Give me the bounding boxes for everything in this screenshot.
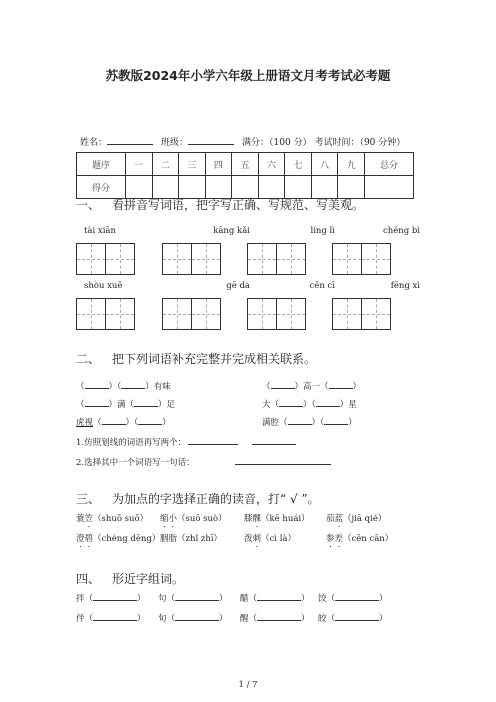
- writing-cell[interactable]: [77, 244, 105, 274]
- score-table-header: [77, 153, 414, 176]
- answer-blank[interactable]: [257, 592, 301, 601]
- fill-word-4: 大（ ）（ ）星: [262, 400, 357, 410]
- writing-cell[interactable]: [248, 244, 276, 274]
- section-2-heading: 二、 把下列词语补充完整并完成相关联系。: [76, 352, 317, 366]
- fill-word-1: （ ）（ ）有味: [76, 382, 171, 392]
- pinyin-label: gē da: [226, 281, 250, 291]
- answer-blank[interactable]: [335, 592, 379, 601]
- name-blank[interactable]: [107, 136, 153, 145]
- pinyin-label: tài xiān: [84, 226, 116, 236]
- writing-cell[interactable]: [361, 299, 390, 329]
- fill-word-5: 虎视（ ）（ ）: [76, 418, 171, 428]
- pinyin-label: cēn cī: [309, 281, 335, 291]
- pronunciation-item[interactable]: 缩小（suō suò）: [160, 514, 227, 524]
- writing-cell[interactable]: [191, 299, 220, 329]
- pronunciation-item[interactable]: 泼刺（cì là）: [244, 534, 296, 544]
- pronunciation-item[interactable]: 胭脂（zhǐ zhī）: [160, 534, 223, 544]
- writing-grid[interactable]: [332, 298, 391, 330]
- score-cell[interactable]: [365, 176, 414, 199]
- word-group-item: 拌（ ）: [76, 594, 146, 604]
- exam-title: 苏教版2024年小学六年级上册语文月考考试必考题: [105, 68, 391, 83]
- score-header-cell: 五: [232, 153, 259, 176]
- pronunciation-item[interactable]: 蓑笠（shuō suō）: [76, 514, 149, 524]
- score-table: [76, 152, 414, 199]
- class-blank[interactable]: [188, 136, 234, 145]
- writing-cell[interactable]: [163, 299, 191, 329]
- fill-word-3: （ ）满（ ）足: [76, 400, 176, 410]
- writing-cell[interactable]: [105, 244, 134, 274]
- word-group-item: 醋（ ）: [240, 594, 310, 604]
- score-header-cell: 二: [152, 153, 179, 176]
- pinyin-label: chéng bì: [382, 226, 420, 236]
- answer-blank[interactable]: [257, 612, 301, 621]
- pinyin-label: kāng kǎi: [213, 226, 250, 236]
- pinyin-label: shòu xuē: [84, 281, 123, 291]
- question-sentence: 2.选择其中一个词语写一句话：: [76, 456, 331, 468]
- answer-blank[interactable]: [93, 612, 137, 621]
- score-header-cell: 四: [205, 153, 232, 176]
- answer-blank[interactable]: [175, 592, 219, 601]
- score-header-cell: 三: [179, 153, 206, 176]
- writing-cell[interactable]: [361, 244, 390, 274]
- word-group-item: 饺（ ）: [318, 594, 388, 604]
- writing-cell[interactable]: [163, 244, 191, 274]
- score-row-label: 得分: [77, 176, 126, 199]
- page-number: 1 / 7: [238, 680, 258, 690]
- writing-grid[interactable]: [247, 243, 306, 275]
- score-header-cell: 题序: [77, 153, 126, 176]
- writing-cell[interactable]: [333, 244, 361, 274]
- writing-cell[interactable]: [191, 244, 220, 274]
- fill-word-2: （ ）高一（ ）: [262, 382, 362, 392]
- writing-cell[interactable]: [248, 299, 276, 329]
- pronunciation-item[interactable]: 茄蓝（jiā qié）: [326, 514, 387, 524]
- question-imitate: 1.仿照划线的词语再写两个：: [76, 436, 296, 448]
- writing-cell[interactable]: [77, 299, 105, 329]
- writing-grid[interactable]: [76, 298, 135, 330]
- word-group-item: 醒（ ）: [240, 614, 310, 624]
- pinyin-label: fēng xì: [390, 281, 420, 291]
- writing-cell[interactable]: [276, 299, 305, 329]
- writing-cell[interactable]: [105, 299, 134, 329]
- score-header-cell: 六: [258, 153, 285, 176]
- score-header-cell: 一: [126, 153, 153, 176]
- score-header-cell: 八: [311, 153, 338, 176]
- answer-blank[interactable]: [175, 612, 219, 621]
- answer-blank[interactable]: [335, 612, 379, 621]
- writing-grid[interactable]: [332, 243, 391, 275]
- pronunciation-item[interactable]: 参差（cēn cān）: [326, 534, 394, 544]
- writing-cell[interactable]: [276, 244, 305, 274]
- writing-grid[interactable]: [247, 298, 306, 330]
- pinyin-label: líng lì: [310, 226, 335, 236]
- word-group-item: 句（ ）: [158, 594, 228, 604]
- word-group-item: 旬（ ）: [158, 614, 228, 624]
- section-3-heading: 三、 为加点的字选择正确的读音，打“ √ ”。: [76, 492, 320, 506]
- score-header-cell: 总分: [365, 153, 414, 176]
- word-group-item: 伴（ ）: [76, 614, 146, 624]
- answer-blank[interactable]: [93, 592, 137, 601]
- pronunciation-item[interactable]: 膝髁（kē huái）: [244, 514, 310, 524]
- word-group-item: 皎（ ）: [318, 614, 388, 624]
- student-info: 姓名： 班级： 满分：（100 分） 考试时间：（90 分钟）: [80, 138, 406, 148]
- fill-word-6: 满腔（ ）（ ）: [262, 418, 357, 428]
- writing-grid[interactable]: [162, 298, 221, 330]
- section-1-heading: 一、 看拼音写词语，把字写正确、写规范、写美观。: [76, 198, 365, 212]
- writing-grid[interactable]: [162, 243, 221, 275]
- pronunciation-item[interactable]: 澄碧（chéng dēng）: [76, 534, 161, 544]
- writing-cell[interactable]: [333, 299, 361, 329]
- writing-grid[interactable]: [76, 243, 135, 275]
- score-header-cell: 九: [338, 153, 365, 176]
- score-header-cell: 七: [285, 153, 312, 176]
- section-4-heading: 四、 形近字组词。: [76, 572, 185, 586]
